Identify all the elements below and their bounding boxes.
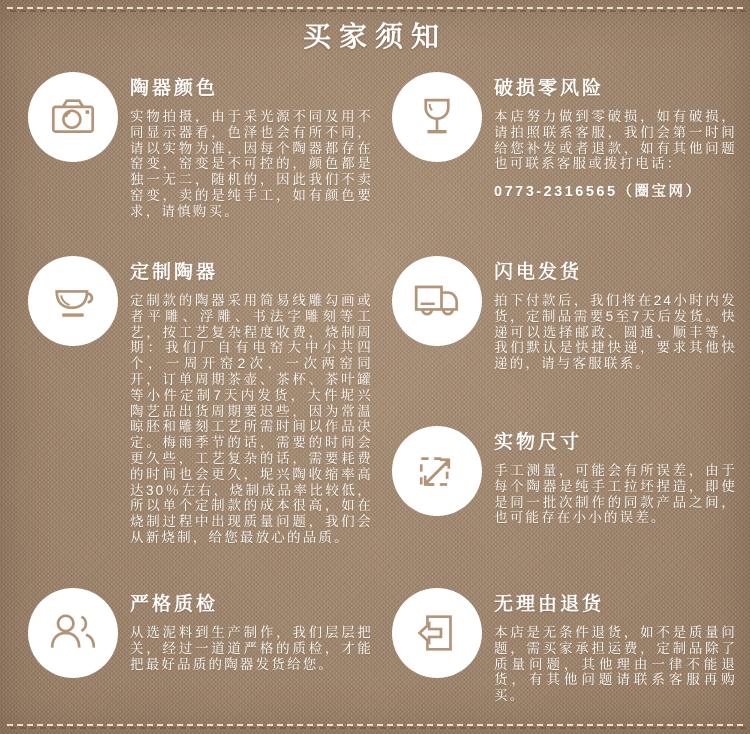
section-body: 从选泥料到生产制作，我们层层把关，经过一道道严格的质检，才能把最好品质的陶器发货给您。 bbox=[130, 625, 373, 672]
section-custom-pottery bbox=[28, 256, 373, 546]
page-title: 买家须知 bbox=[302, 22, 447, 53]
section-title: 陶器颜色 bbox=[130, 78, 219, 99]
camera-icon bbox=[28, 72, 118, 162]
stitch-border-top-shadow bbox=[10, 10, 746, 12]
section-title: 破损零风险 bbox=[494, 78, 605, 99]
service-phone-number: 0773-2316565（圈宝网） bbox=[494, 184, 703, 201]
section-body: 实物拍摄，由于采光源不同及用不同显示器看，色泽也会有所不同，请以实物为准，因每个陶器都存在窑变，窑变是不可控的，颜色都是独一无二，随机的，因此我们不卖窑变，卖的是纯手工，如有颜色要求，请慎购买。 bbox=[130, 109, 373, 219]
section-title: 实物尺寸 bbox=[494, 432, 583, 453]
section-no-reason-return bbox=[392, 588, 737, 704]
section-title: 严格质检 bbox=[130, 594, 219, 615]
section-body: 手工测量，可能会有所误差，由于每个陶器是纯手工拉坯捏造，即使是同一批次制作的同款产品之间，也可能存在小小的误差。 bbox=[494, 463, 737, 526]
teacup-icon bbox=[28, 256, 118, 346]
section-body: 拍下付款后，我们将在24小时内发货，定制品需要5至7天后发货。快递可以选择邮政、圆通、顺丰等，我们默认是快捷快递，要求其他快递的，请与客服联系。 bbox=[494, 293, 737, 372]
section-title: 定制陶器 bbox=[130, 262, 219, 283]
people-icon bbox=[28, 588, 118, 678]
stitch-border-bottom-shadow bbox=[10, 727, 746, 729]
section-strict-quality-check bbox=[28, 588, 373, 678]
section-actual-size bbox=[392, 426, 737, 526]
stitch-border-bottom bbox=[7, 724, 743, 726]
section-title: 闪电发货 bbox=[494, 262, 583, 283]
wine-glass-icon bbox=[392, 72, 482, 162]
section-title: 无理由退货 bbox=[494, 594, 605, 615]
section-body: 本店努力做到零破损，如有破损，请拍照联系客服，我们会第一时间给您补发或者退款，如有其他问题也可联系客服或拨打电话： bbox=[494, 109, 737, 172]
stitch-border-top bbox=[7, 7, 743, 9]
section-pottery-color bbox=[28, 72, 373, 220]
section-zero-damage-risk bbox=[392, 72, 737, 201]
section-lightning-shipping bbox=[392, 256, 737, 372]
resize-arrows-icon bbox=[392, 426, 482, 516]
return-door-icon bbox=[392, 588, 482, 678]
delivery-truck-icon bbox=[392, 256, 482, 346]
section-body: 定制款的陶器采用简易线雕勾画或者平雕、浮雕、书法字雕刻等工艺，按工艺复杂程度收费，烧制周期：我们厂自有电窑大中小共四个，一周开窑2次，一次两窑同开，订单周期茶壶、茶杯、茶叶罐等小件定制7天内发货，大件坭兴陶艺品出货周期要迟些，因为常温晾胚和雕刻工艺所需时间以作品决定。梅雨季节的话，需要的时间会更久些，工艺复杂的话，需要耗费的时间也会更久，坭兴陶收缩率高达30％左右，烧制成品率比较低，所以单个定制款的成本很高，如在烧制过程中出现质量问题，我们会从新烧制，给您最放心的品质。 bbox=[130, 293, 373, 545]
section-body: 本店是无条件退货，如不是质量问题，需买家承担运费，定制品除了质量问题，其他理由一律不能退货，有其他问题请联系客服再购买。 bbox=[494, 625, 737, 704]
